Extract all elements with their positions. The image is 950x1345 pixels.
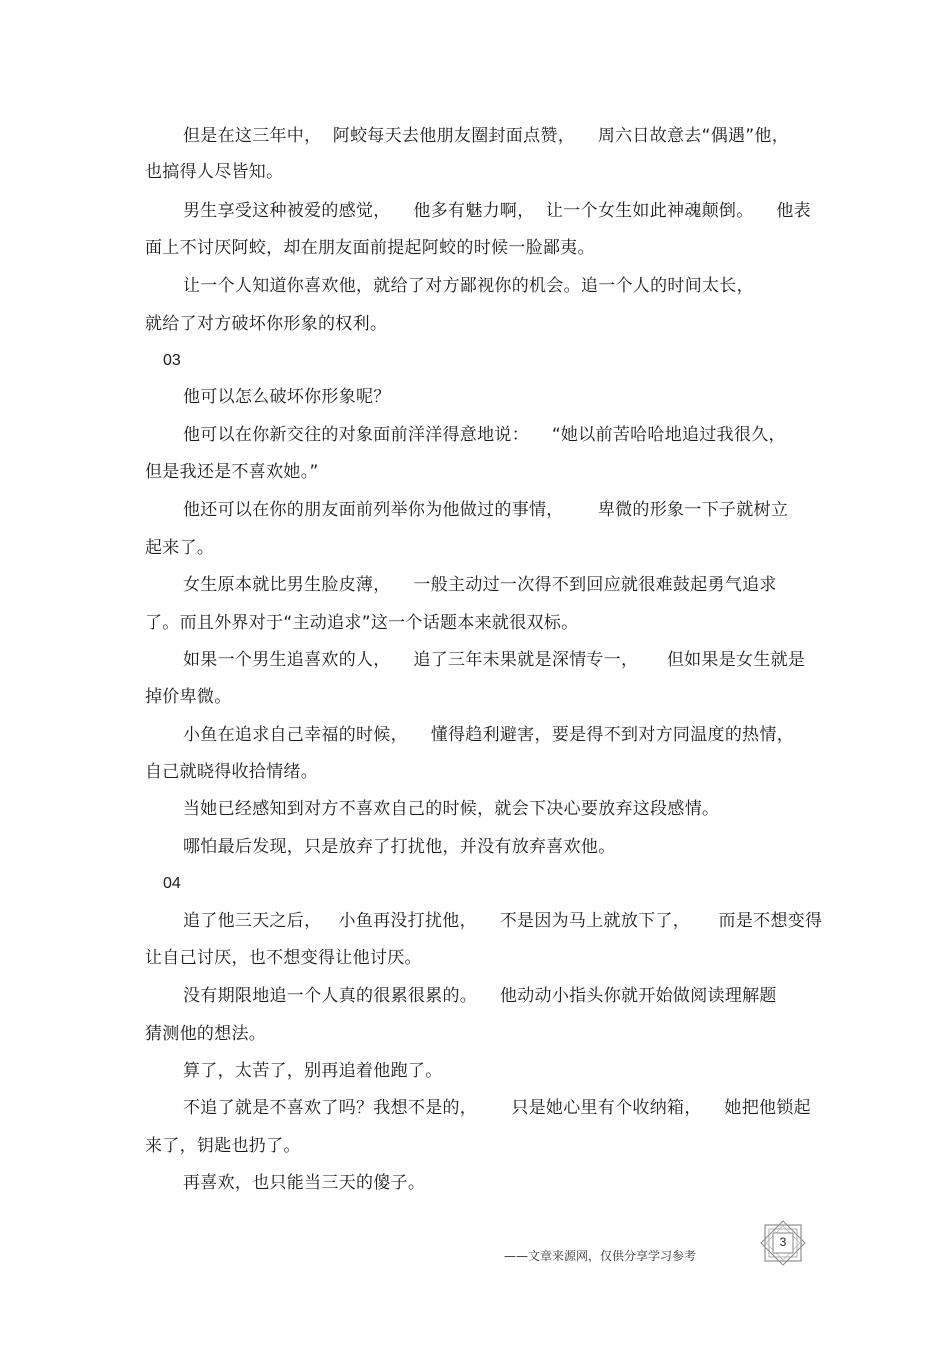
paragraph-line: 也搞得人尽皆知。 <box>145 162 284 182</box>
section-number: 04 <box>163 875 181 892</box>
paragraph-line: 如果一个男生追喜欢的人， 追了三年未果就是深情专一， 但如果是女生就是 <box>183 650 806 670</box>
paragraph-line: 掉价卑微。 <box>145 687 232 707</box>
paragraph-line: 面上不讨厌阿蛟，却在朋友面前提起阿蛟的时候一脸鄙夷。 <box>145 238 595 258</box>
paragraph-line: 就给了对方破坏你形象的权利。 <box>145 314 388 334</box>
paragraph-line: 当她已经感知到对方不喜欢自己的时候，就会下决心要放弃这段感情。 <box>183 799 720 819</box>
paragraph-line: 但是在这三年中， 阿蛟每天去他朋友圈封面点赞， 周六日故意去“偶遇”他， <box>183 126 790 146</box>
paragraph-line: 起来了。 <box>145 538 215 558</box>
page-number: 3 <box>779 1235 787 1249</box>
footer-source-note: ——文章来源网，仅供分享学习参考 <box>504 1249 697 1263</box>
paragraph-line: 猜测他的想法。 <box>145 1024 267 1044</box>
paragraph-line: 但是我还是不喜欢她。” <box>145 462 319 482</box>
paragraph-line: 不追了就是不喜欢了吗？我想不是的， 只是她心里有个收纳箱， 她把他锁起 <box>183 1098 811 1118</box>
paragraph-line: 来了，钥匙也扔了。 <box>145 1136 301 1156</box>
paragraph-line: 算了，太苦了，别再追着他跑了。 <box>183 1061 443 1081</box>
paragraph-line: 他可以怎么破坏你形象呢？ <box>183 387 391 407</box>
paragraph-line: 自己就晓得收拾情绪。 <box>145 762 318 782</box>
paragraph-line: 女生原本就比男生脸皮薄， 一般主动过一次得不到回应就很难鼓起勇气追求 <box>183 575 777 595</box>
paragraph-line: 小鱼在追求自己幸福的时候， 懂得趋利避害，要是得不到对方同温度的热情， <box>183 725 795 745</box>
paragraph-line: 追了他三天之后， 小鱼再没打扰他， 不是因为马上就放下了， 而是不想变得 <box>183 911 823 931</box>
paragraph-line: 他还可以在你的朋友面前列举你为他做过的事情， 卑微的形象一下子就树立 <box>183 500 789 520</box>
paragraph-line: 让一个人知道你喜欢他，就给了对方鄙视你的机会。追一个人的时间太长， <box>183 276 754 296</box>
paragraph-line: 哪怕最后发现，只是放弃了打扰他，并没有放弃喜欢他。 <box>183 837 616 857</box>
page-number-badge <box>760 1220 806 1266</box>
paragraph-line: 他可以在你新交往的对象面前洋洋得意地说： “她以前苦哈哈地追过我很久， <box>183 425 786 445</box>
paragraph-line: 男生享受这种被爱的感觉， 他多有魅力啊， 让一个女生如此神魂颠倒。 他表 <box>183 201 811 221</box>
paragraph-line: 了。而且外界对于“主动追求”这一个话题本来就很双标。 <box>145 613 579 633</box>
paragraph-line: 没有期限地追一个人真的很累很累的。 他动动小指头你就开始做阅读理解题 <box>183 986 777 1006</box>
paragraph-line: 再喜欢，也只能当三天的傻子。 <box>183 1173 426 1193</box>
paragraph-line: 让自己讨厌，也不想变得让他讨厌。 <box>145 948 422 968</box>
section-number: 03 <box>163 352 181 369</box>
